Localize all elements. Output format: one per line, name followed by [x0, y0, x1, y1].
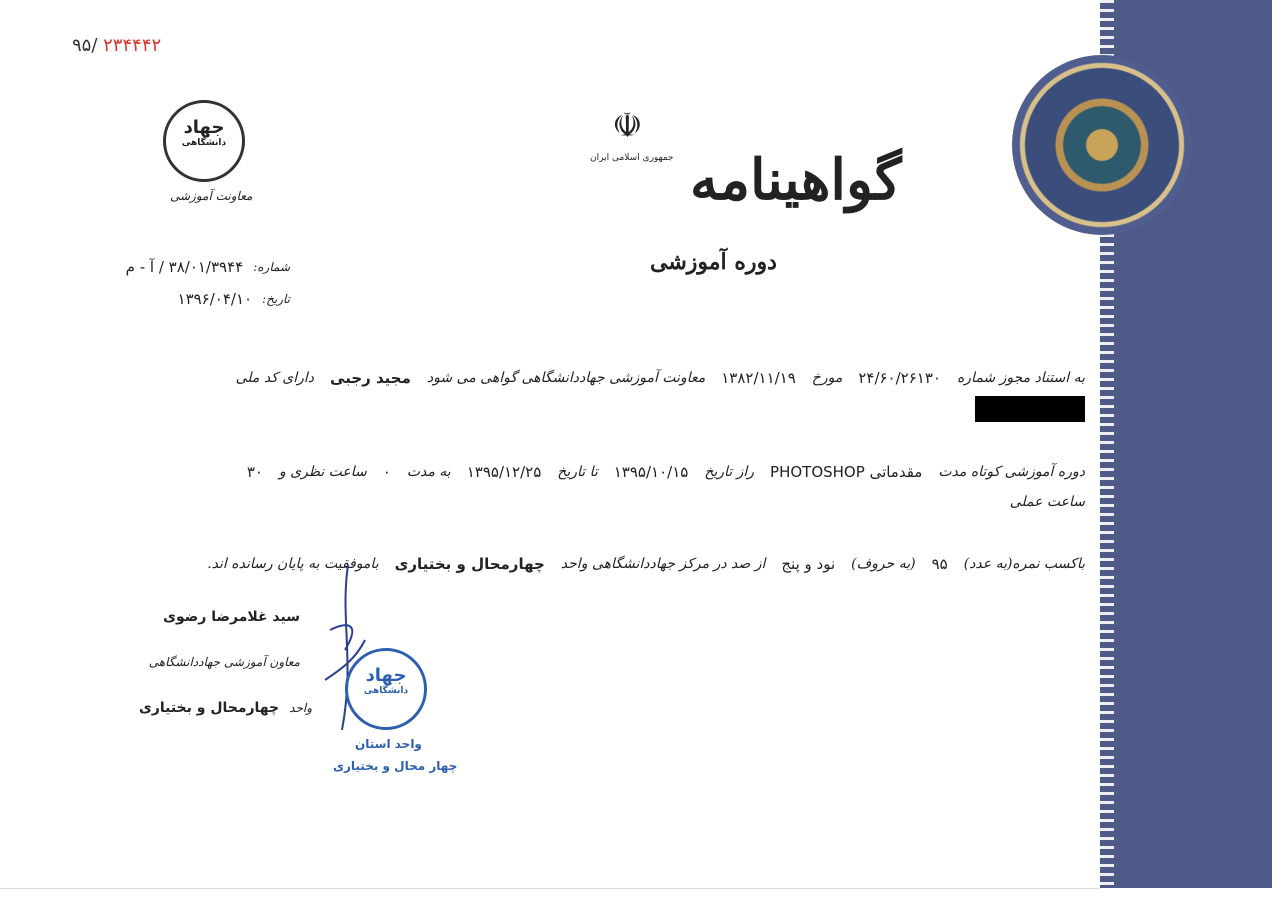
serial-prefix: ۹۵/	[72, 35, 98, 56]
signatory-role: معاون آموزشی جهاددانشگاهی	[148, 655, 300, 669]
unit-name: چهارمحال و بختیاری	[394, 555, 545, 573]
text: تا تاریخ	[557, 464, 598, 480]
body-line-1	[160, 366, 1085, 422]
text: (به حروف)	[851, 556, 916, 572]
official-stamp	[345, 648, 427, 730]
text: راز تاریخ	[704, 464, 755, 480]
score-number: ۹۵	[931, 555, 948, 573]
score-words: نود و پنج	[781, 555, 836, 573]
serial-number	[72, 36, 161, 56]
text: مورخ	[811, 370, 843, 386]
page-edge	[0, 888, 1100, 889]
stamp-name: جهاد	[365, 665, 407, 686]
signatory-unit: چهارمحال و بختیاری	[138, 700, 280, 716]
logo-name: جهاد	[183, 117, 225, 138]
course-name: PHOTOSHOP مقدماتی	[770, 463, 923, 481]
body-line-3	[160, 552, 1085, 576]
theory-hours: ۰	[382, 463, 391, 481]
text: ساعت عملی	[1009, 494, 1085, 510]
stamp-sub: دانشگاهی	[363, 686, 409, 696]
date-label: تاریخ:	[262, 292, 290, 306]
text: دوره آموزشی کوتاه مدت	[938, 464, 1085, 480]
logo-caption: معاونت آموزشی	[170, 189, 253, 203]
certificate-subtitle: دوره آموزشی	[650, 249, 777, 275]
signatory-unit-label: واحد	[289, 701, 312, 715]
medallion-ornament	[1012, 55, 1192, 235]
signatory-unit-row	[139, 698, 312, 718]
text: دارای کد ملی	[235, 370, 315, 386]
end-date: ۱۳۹۵/۱۲/۲۵	[466, 463, 542, 481]
date-value: ۱۳۹۶/۰۴/۱۰	[177, 290, 253, 308]
redacted-national-id	[975, 396, 1085, 422]
text: باموفقیت به پایان رسانده اند.	[207, 556, 379, 572]
republic-label: جمهوری اسلامی ایران	[590, 153, 674, 163]
text: به مدت	[406, 464, 451, 480]
text: باکسب نمره(به عدد)	[963, 556, 1085, 572]
text: معاونت آموزشی جهاددانشگاهی گواهی می شود	[426, 370, 706, 386]
iran-emblem-icon: ☫	[612, 106, 643, 146]
certificate-title: گواهینامه	[690, 147, 902, 213]
number-label: شماره:	[253, 260, 290, 274]
signatory-name: سید غلامرضا رضوی	[163, 609, 300, 625]
certificate-body	[160, 366, 1085, 576]
practical-hours: ۳۰	[246, 463, 263, 481]
serial-value: ۲۳۴۴۴۲	[103, 35, 162, 56]
recipient-name: مجید رجبی	[330, 369, 411, 387]
license-date: ۱۳۸۲/۱۱/۱۹	[721, 369, 796, 387]
stamp-line1: واحد استان	[355, 737, 422, 751]
body-line-2	[160, 460, 1085, 514]
text: از صد در مرکز جهاددانشگاهی واحد	[560, 556, 766, 572]
stamp-line2: چهار محال و بختیاری	[333, 759, 458, 773]
start-date: ۱۳۹۵/۱۰/۱۵	[613, 463, 689, 481]
date-row	[178, 289, 290, 309]
license-number: ۲۴/۶۰/۲۶۱۳۰	[858, 369, 941, 387]
logo-sub: دانشگاهی	[181, 138, 227, 148]
number-value: ۳۸/۰۱/۳۹۴۴ / آ - م	[125, 258, 244, 276]
text: ساعت نظری و	[278, 464, 367, 480]
org-logo	[163, 100, 245, 182]
number-row	[126, 257, 290, 277]
text: به استناد مجوز شماره	[956, 370, 1085, 386]
